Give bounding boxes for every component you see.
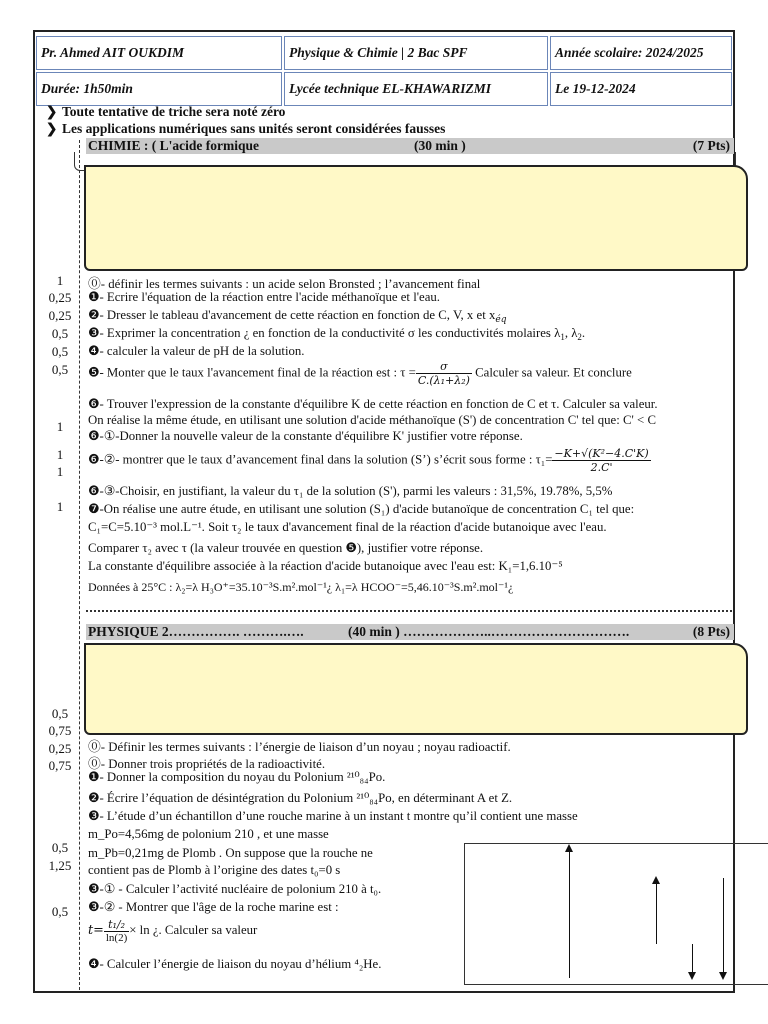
mark: 0,5 xyxy=(51,362,69,377)
mark: 1 xyxy=(56,273,64,288)
chimie-time: (30 min ) xyxy=(414,138,466,153)
chimie-q2: ❷- Dresser le tableau d'avancement de cette réaction en fonction de C, V, x et $x_{éq}$ xyxy=(88,308,507,325)
physique-time: (40 min ) ………………..…………………………. xyxy=(348,624,630,639)
chimie-points: (7 Pts) xyxy=(692,138,730,153)
chimie-q6-intro: On réalise la même étude, en utilisant une solution d'acide méthanoïque (S') de concentration C' tel que: C' < C xyxy=(88,413,656,427)
chimie-q0: ⓪- définir les termes suivants : un acide selon Bronsted ; l’avancement final xyxy=(88,277,481,291)
mark: 0,25 xyxy=(48,290,72,305)
mark: 0,5 xyxy=(51,326,69,341)
year-cell: Année scolaire: 2024/2025 xyxy=(550,36,732,70)
physique-q1: ❶- Donner la composition du noyau du Polonium ²¹⁰₈₄Po. xyxy=(88,770,386,784)
rule-units: ❯ Les applications numériques sans unités seront considérées fausses xyxy=(46,121,446,136)
physique-q3d: contient pas de Plomb à l’origine des dates t₀=0 s xyxy=(88,863,341,877)
arrow-up-icon xyxy=(656,878,657,944)
chimie-q3: ❸- Exprimer la concentration ¿ en fonction de la conductivité σ les conductivités molaires $\lambda_1$, $\lambda_2$. xyxy=(88,326,586,342)
physique-points: (8 Pts) xyxy=(692,624,730,639)
chimie-q6-2: ❻-②- montrer que le taux d’avancement final dans la solution (S’) s’écrit sous forme : τ₁= $\frac{\text{−K+√(K²−4.C'K)}}{2.C'}$ xyxy=(88,447,649,474)
mark: 0,25 xyxy=(48,741,72,756)
section-separator xyxy=(86,610,732,612)
chimie-q1: ❶- Ecrire l'équation de la réaction entre l'acide méthanoïque et l'eau. xyxy=(88,290,441,304)
mark: 1 xyxy=(56,447,64,462)
mark: 1,25 xyxy=(48,858,72,873)
arrow-down-icon xyxy=(723,878,724,978)
arrow-up-icon xyxy=(569,846,570,978)
physique-section-bar xyxy=(86,624,734,640)
mark: 1 xyxy=(56,419,64,434)
chimie-q7d: La constante d'équilibre associée à la réaction d'acide butanoique avec l'eau est: K₁=1,6.10⁻⁵ xyxy=(88,559,563,573)
mark: 0,25 xyxy=(48,308,72,323)
physique-title: PHYSIQUE 2……………. ……….…. xyxy=(88,624,304,639)
chevron-right-icon: ❯ xyxy=(46,121,58,136)
physique-q3a: ❸- L’étude d’un échantillon d’une rouche marine à un instant t montre qu’il contient une masse xyxy=(88,809,578,823)
mark: 0,5 xyxy=(51,344,69,359)
chimie-q6: ❻- Trouver l'expression de la constante d'équilibre K de cette réaction en fonction de C et τ. Calculer sa valeur. xyxy=(88,397,658,411)
rule-cheating: ❯ Toute tentative de triche sera noté zéro xyxy=(46,104,286,119)
arrow-down-icon xyxy=(692,944,693,978)
chimie-q7a: ❼-On réalise une autre étude, en utilisant une solution (S₁) d'acide butanoïque de concentration C₁ tel que: xyxy=(88,502,635,516)
chimie-data: Données à 25°C : λ₂=λ H₃O⁺=35.10⁻³S.m².mol⁻¹¿ λ₁=λ HCOO⁻=5,46.10⁻³S.m².mol⁻¹¿ xyxy=(88,580,514,594)
date-cell: Le 19-12-2024 xyxy=(550,72,732,106)
chimie-q5: ❺- Monter que le taux l'avancement final de la réaction est : τ = $\frac{\sigma}{\text{C.(λ₁+λ₂)}}$ Calculer sa valeur. Et conclure xyxy=(88,360,632,387)
chimie-q4: ❹- calculer la valeur de pH de la solution. xyxy=(88,344,305,358)
physique-q3c: m_Pb=0,21mg de Plomb . On suppose que la rouche ne xyxy=(88,846,373,860)
figure-box xyxy=(464,843,768,985)
age-fraction: $\frac{\text{t₁/₂}}{\ln(2)}$ xyxy=(105,918,128,944)
chimie-q6-1: ❻-①-Donner la nouvelle valeur de la constante d'équilibre K' justifier votre réponse. xyxy=(88,429,523,443)
subject-cell: Physique & Chimie | 2 Bac SPF xyxy=(284,36,548,70)
chevron-right-icon: ❯ xyxy=(46,104,58,119)
physique-q3-2: ❸-② - Montrer que l'âge de la roche marine est : xyxy=(88,900,339,914)
mark: 1 xyxy=(56,464,64,479)
duration-cell: Durée: 1h50min xyxy=(36,72,282,106)
physique-text-box xyxy=(84,643,748,735)
mark: 0,75 xyxy=(48,758,72,773)
mark: 1 xyxy=(56,499,64,514)
school-cell: Lycée technique EL-KHAWARIZMI xyxy=(284,72,548,106)
chimie-title: CHIMIE : ( L'acide formique xyxy=(88,138,259,153)
physique-q2: ❷- Écrire l’équation de désintégration du Polonium ²¹⁰₈₄Po, en déterminant A et Z. xyxy=(88,791,513,805)
physique-q4: ❹- Calculer l’énergie de liaison du noyau d’hélium ⁴₂He. xyxy=(88,957,382,971)
mark: 0,5 xyxy=(51,840,69,855)
mark: 0,5 xyxy=(51,904,69,919)
mark: 0,5 xyxy=(51,706,69,721)
chimie-q6-3: ❻-③-Choisir, en justifiant, la valeur du τ₁ de la solution (S'), parmi les valeurs : 31,5%, 19.78%, 5,5% xyxy=(88,484,613,498)
chimie-text-box xyxy=(84,165,748,271)
tau-fraction: $\frac{\sigma}{\text{C.(λ₁+λ₂)}}$ xyxy=(417,360,470,387)
physique-q0b: ⓪- Donner trois propriétés de la radioactivité. xyxy=(88,757,326,771)
mark: 0,75 xyxy=(48,723,72,738)
chimie-q7c: Comparer τ₂ avec τ (la valeur trouvée en question ❺), justifier votre réponse. xyxy=(88,541,484,555)
author-cell: Pr. Ahmed AIT OUKDIM xyxy=(36,36,282,70)
physique-formula: t= $\frac{\text{t₁/₂}}{\ln(2)}$ × ln ¿. Calculer sa valeur xyxy=(88,918,258,944)
physique-q3b: m_Po=4,56mg de polonium 210 , et une masse xyxy=(88,827,329,841)
physique-q0a: ⓪- Définir les termes suivants : l’énergie de liaison d’un noyau ; noyau radioactif. xyxy=(88,740,511,754)
tau1-fraction: $\frac{\text{−K+√(K²−4.C'K)}}{2.C'}$ xyxy=(554,447,649,474)
header-table xyxy=(34,34,734,108)
physique-q3-1: ❸-① - Calculer l’activité nucléaire de polonium 210 à t₀. xyxy=(88,882,382,896)
chimie-q7b: C₁=C=5.10⁻³ mol.L⁻¹. Soit τ₂ le taux d'avancement final de la réaction d'acide butanoique avec l'eau. xyxy=(88,520,607,534)
